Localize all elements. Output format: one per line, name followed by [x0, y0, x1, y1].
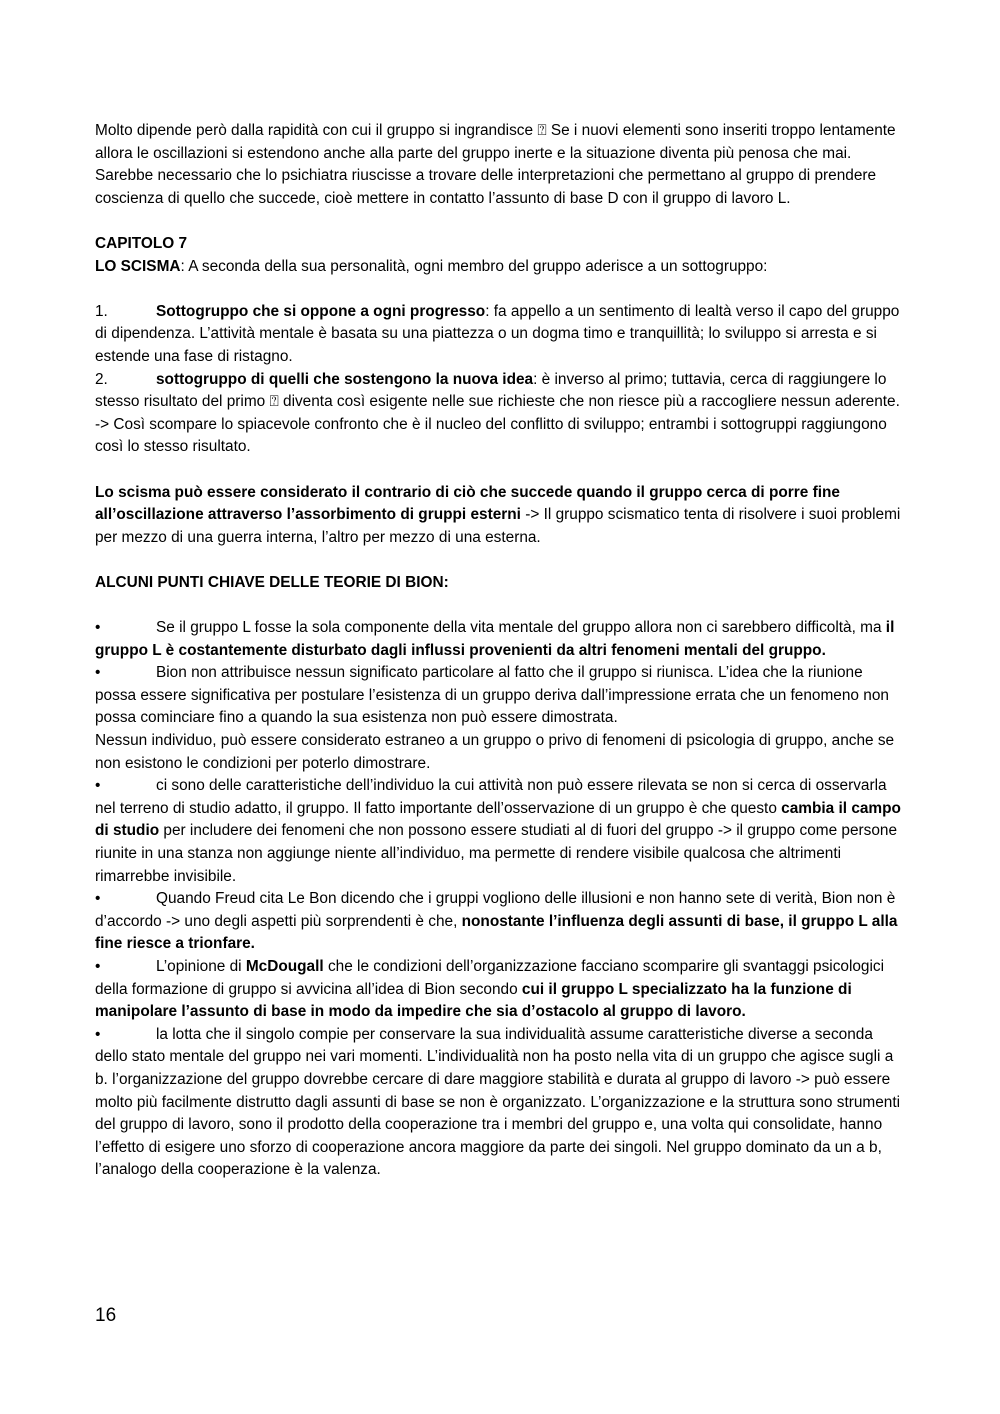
intro-paragraph: Molto dipende però dalla rapidità con cui il gruppo si ingrandisce ⍰ Se i nuovi elementi sono inseriti troppo lentamente allora le oscillazioni si estendono anche alla parte del gruppo inerte e la situazione diventa più penosa che mai. Sarebbe necessario che lo psichiatra riuscisse a trovare delle interpretazioni che permettano al gruppo di prendere coscienza di quello che succede, cioè mettere in contatto l’assunto di base D con il gruppo di lavoro L. — [95, 122, 896, 207]
bullet-symbol: • — [95, 664, 101, 682]
schism-bold-text: Lo scisma può essere considerato il contrario di ciò che succede quando il gruppo cerca di porre fine all’oscillazione attraverso l’assorbimento di gruppi esterni — [95, 483, 840, 524]
item-bold-text: Sottogruppo che si oppone a ogni progresso — [156, 302, 486, 320]
bullet-item-2-continuation: Nessun individuo, può essere considerato estraneo a un gruppo o privo di fenomeni di psicologia di gruppo, anche se non esistono le condizioni per poterlo dimostrare. — [95, 732, 895, 772]
schism-text: -> Il gruppo scismatico tenta di risolvere i suoi problemi per mezzo di una guerra interna, l’altro per mezzo di una esterna. — [95, 506, 901, 546]
page-number: 16 — [95, 1305, 117, 1326]
bullet-symbol: • — [95, 777, 101, 795]
bullet-bold-text: nonostante l’influenza degli assunti di base, il gruppo L alla fine riesce a trionfare. — [95, 912, 898, 953]
numbered-item-1 — [95, 301, 907, 369]
chapter-subtitle — [95, 256, 907, 279]
bullet-text: che le condizioni dell’organizzazione facciano scomparire gli svantaggi psicologici della formazione di gruppo si avvicina all’idea di Bion secondo — [95, 957, 885, 998]
chapter-subtitle-bold: LO SCISMA — [95, 257, 181, 275]
bullet-item-2 — [95, 662, 907, 730]
bullet-text: la lotta che il singolo compie per conservare la sua individualità assume caratteristiche diverse a seconda dello stato mentale del gruppo nei vari momenti. L’individualità non ha posto nella vita di un gruppo che agisce sugli a b. l’organizzazione del gruppo dovrebbe cercare di dare maggiore stabilità e durata al gruppo di lavoro -> può essere molto più facilmente distrutto dagli assunti di base se non è organizzato. L’organizzazione e la struttura sono strumenti del gruppo di lavoro, sono il prodotto della cooperazione tra i membri del gruppo e, una volta qui consolidate, hanno l’effetto di esigere uno sforzo di cooperazione ancora maggiore da parte dei singoli. Nel gruppo dominato da un a b, l’analogo della cooperazione è la valenza. — [95, 1025, 901, 1179]
item-text: : è inverso al primo; tuttavia, cerca di raggiungere lo stesso risultato del primo ⍰ diventa così esigente nelle sue richieste che non riesce più a raccogliere nessun aderente. — [95, 370, 900, 411]
bullet-symbol: • — [95, 890, 101, 908]
item-text: : fa appello a un sentimento di lealtà verso il capo del gruppo di dipendenza. L’attività mentale è basata su una piattezza o un dogma timo e tranquillità; lo sviluppo si arresta e si estende una fase di ristagno. — [95, 302, 900, 365]
bullet-text: Se il gruppo L fosse la sola componente della vita mentale del gruppo allora non ci sarebbero difficoltà, ma — [156, 619, 886, 637]
bullet-item-3 — [95, 775, 907, 888]
chapter-heading: CAPITOLO 7 — [95, 234, 188, 252]
bullet-symbol: • — [95, 1025, 101, 1043]
bullet-bold-text: McDougall — [245, 957, 324, 975]
bullet-text: Quando Freud cita Le Bon dicendo che i gruppi vogliono delle illusioni e non hanno sete di verità, Bion non è d’accordo -> uno degli aspetti più sorprendenti è che, — [95, 890, 896, 930]
bullet-item-6 — [95, 1024, 907, 1182]
bullet-item-4 — [95, 888, 907, 956]
bullet-text: L’opinione di — [156, 957, 246, 975]
item-number: 2. — [95, 370, 108, 388]
bullet-text: per includere dei fenomeni che non possono essere studiati al di fuori del gruppo -> il gruppo come persone riunite in una stanza non aggiunge niente all’individuo, ma permette di rendere visibile qualcosa che altrimenti rimarrebbe invisibile. — [95, 822, 898, 885]
key-points-heading: ALCUNI PUNTI CHIAVE DELLE TEORIE DI BION: — [95, 573, 449, 591]
schism-paragraph — [95, 482, 907, 550]
chapter-subtitle-text: : A seconda della sua personalità, ogni membro del gruppo aderisce a un sottogruppo: — [180, 257, 768, 275]
numbered-item-2 — [95, 369, 907, 414]
spacer — [95, 210, 907, 233]
bullet-text: Bion non attribuisce nessun significato particolare al fatto che il gruppo si riunisca. L’idea che la riunione possa essere significativa per postulare l’esistenza di un gruppo deriva dall’impressione errata che un fenomeno non possa cominciare fino a quando la sua esistenza non può essere dimostrata. — [95, 664, 889, 727]
item-number: 1. — [95, 302, 108, 320]
bullet-text: ci sono delle caratteristiche dell’individuo la cui attività non può essere rilevata se non si cerca di osservarla nel terreno di studio adatto, il gruppo. Il fatto importante dell’osservazione di un gruppo è che questo — [95, 777, 887, 817]
item-bold-text: sottogruppo di quelli che sostengono la nuova idea — [156, 370, 534, 388]
bullet-symbol: • — [95, 619, 101, 637]
spacer — [95, 459, 907, 482]
spacer — [95, 549, 907, 572]
page-body — [95, 120, 907, 1182]
bullet-bold-text: cui il gruppo L specializzato ha la funzione di manipolare l’assunto di base in modo da impedire che sia d’ostacolo al gruppo di lavoro. — [95, 980, 852, 1021]
spacer — [95, 278, 907, 301]
bullet-item-5 — [95, 956, 907, 1024]
spacer — [95, 594, 907, 617]
bullet-bold-text: il gruppo L è costantemente disturbato dagli influssi provenienti da altri fenomeni mentali del gruppo. — [95, 619, 895, 659]
bullet-bold-text: cambia il campo di studio — [95, 799, 901, 840]
bullet-symbol: • — [95, 957, 101, 975]
bullet-item-1 — [95, 617, 907, 662]
arrow-note: -> Così scompare lo spiacevole confronto che è il nucleo del conflitto di sviluppo; entrambi i sottogruppi raggiungono così lo stesso risultato. — [95, 415, 887, 456]
